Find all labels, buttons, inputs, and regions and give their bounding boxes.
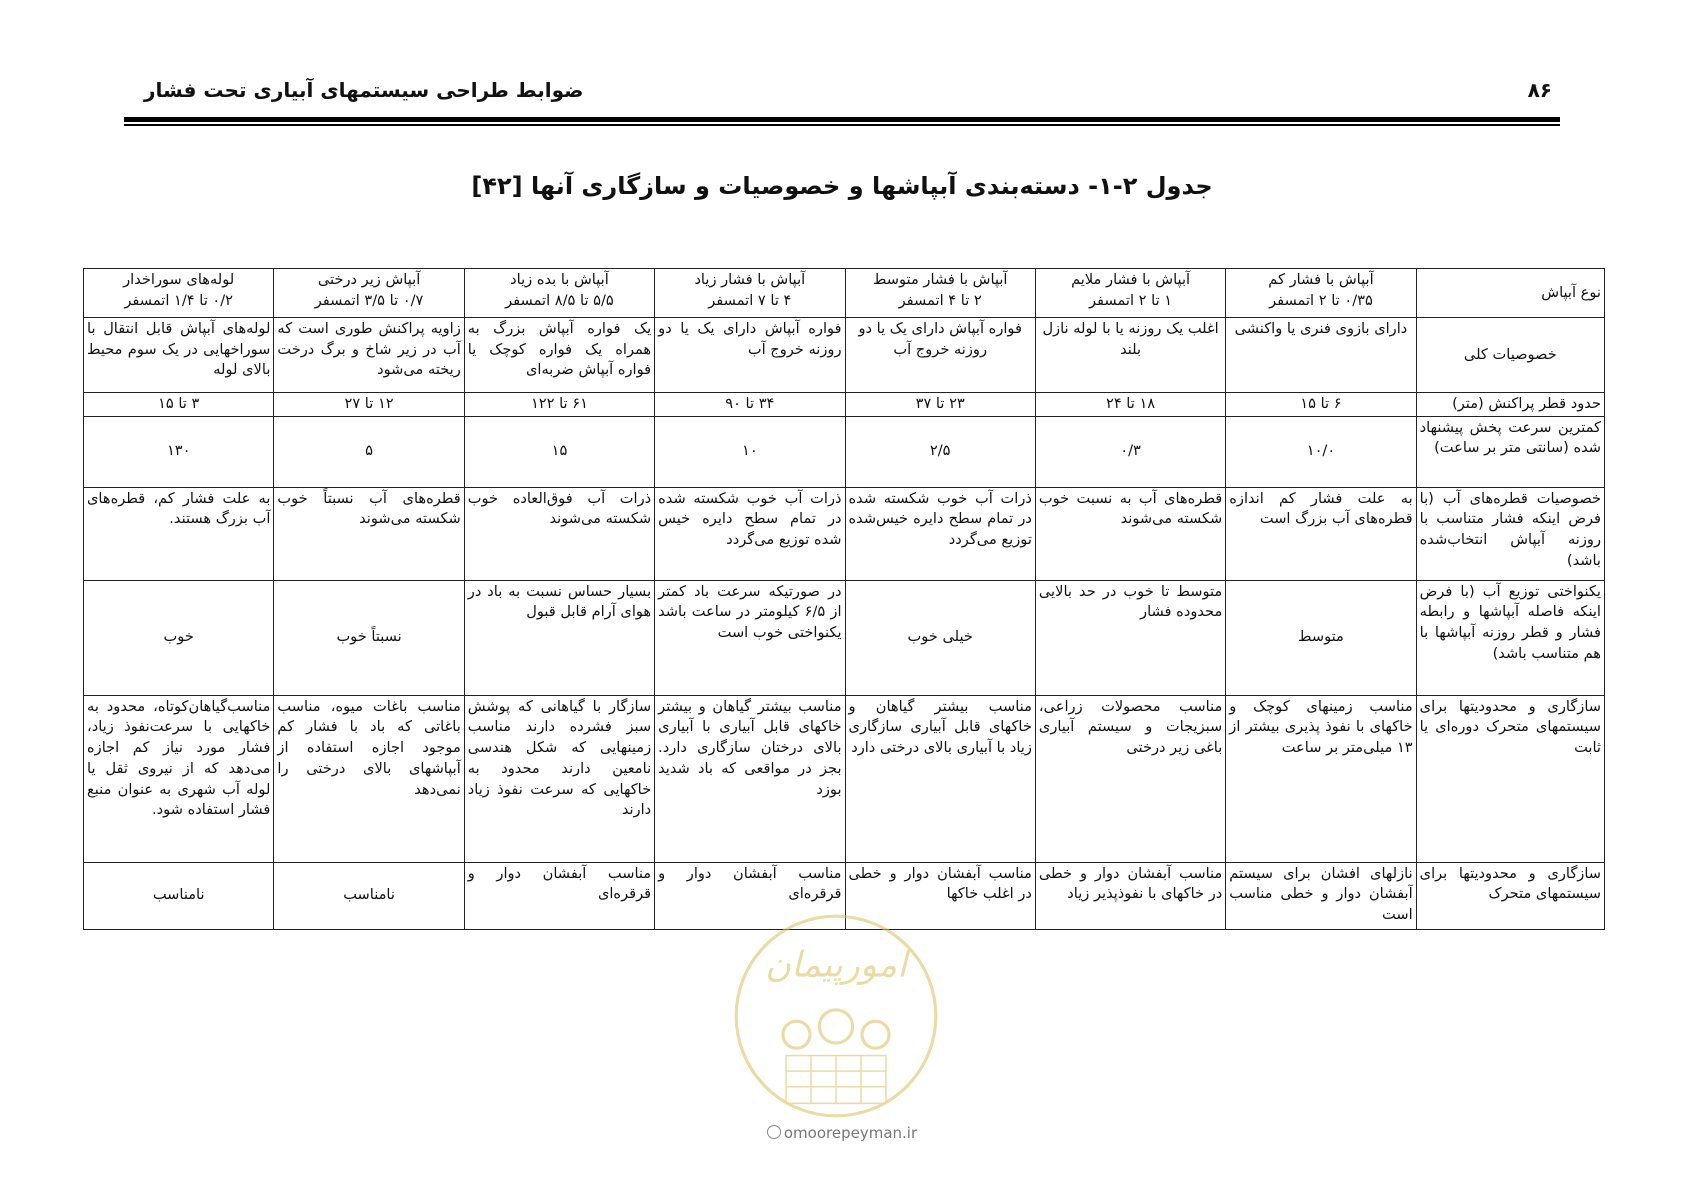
row-label-uniform: یکنواختی توزیع آب (با فرض اینکه فاصله آبپاشها و رابطه فشار و قطر روزنه آبپاشها با هم متناسب باشد) [1416, 580, 1604, 695]
sprinkler-classification-table [83, 268, 1605, 930]
table-cell: ۲/۵ [845, 416, 1035, 487]
row-label-speed: کمترین سرعت پخش پیشنهاد شده (سانتی متر بر ساعت) [1416, 416, 1604, 487]
row-label-general: خصوصیات کلی [1416, 318, 1604, 393]
table-cell: فواره آبپاش دارای یک یا دو روزنه خروج آب [845, 318, 1035, 393]
column-header: آبپاش با بده زیاد ۵/۵ تا ۸/۵ اتمسفر [464, 269, 654, 318]
table-row [84, 580, 1605, 695]
table-cell: قطره‌های آب نسبتاً خوب شکسته می‌شوند [274, 487, 464, 580]
row-label-type: نوع آبپاش [1416, 269, 1604, 318]
table-cell: لوله‌های آبپاش قابل انتقال با سوراخهایی در یک سوم محیط بالای لوله [84, 318, 274, 393]
table-cell: ذرات آب خوب شکسته شده در تمام سطح دایره خیس شده توزیع می‌گردد [655, 487, 845, 580]
table-cell: قطره‌های آب به نسبت خوب شکسته می‌شوند [1035, 487, 1225, 580]
table-cell: مناسب بیشتر گیاهان و خاکهای قابل آبیاری سازگاری زیاد با آبیاری بالای درختی دارد [845, 695, 1035, 862]
grid-icon [786, 1056, 886, 1104]
table-cell: مناسب آبفشان دوار و خطی در خاکهای با نفوذپذیر زیاد [1035, 862, 1225, 929]
table-cell: ۱۰/۰ [1226, 416, 1416, 487]
column-header: آبپاش با فشار ملایم ۱ تا ۲ اتمسفر [1035, 269, 1225, 318]
table-cell: در صورتیکه سرعت باد کمتر از ۶/۵ کیلومتر در ساعت باشد یکنواختی خوب است [655, 580, 845, 695]
table-cell: مناسب بیشتر گیاهان و بیشتر خاکهای قابل آبیاری با آبیاری بالای درختان سازگاری دارد. بجز در مواقعی که باد شدید بوزد [655, 695, 845, 862]
table-cell: متوسط تا خوب در حد بالایی محدوده فشار [1035, 580, 1225, 695]
table-cell: زاویه پراکنش طوری است که آب در زیر شاخ و برگ درخت ریخته می‌شود [274, 318, 464, 393]
column-header: آبپاش با فشار کم ۰/۳۵ تا ۲ اتمسفر [1226, 269, 1416, 318]
row-label-range: حدود قطر پراکنش (متر) [1416, 393, 1604, 417]
table-cell: نامناسب [274, 862, 464, 929]
table-cell: ۳۴ تا ۹۰ [655, 393, 845, 417]
table-cell: ۳ تا ۱۵ [84, 393, 274, 417]
table-cell: ۱۸ تا ۲۴ [1035, 393, 1225, 417]
table-cell: مناسب محصولات زراعی، سبزیجات و سیستم آبیاری باغی زیر درختی [1035, 695, 1225, 862]
column-header: آبپاش با فشار متوسط ۲ تا ۴ اتمسفر [845, 269, 1035, 318]
table-cell: ۱۵ [464, 416, 654, 487]
page-number: ۸۶ [1527, 78, 1552, 102]
table-cell: به علت فشار کم، قطره‌های آب بزرگ هستند. [84, 487, 274, 580]
watermark-text: امورپیمان [765, 944, 907, 986]
table-cell: مناسب‌گیاهان‌کوتاه، محدود به خاکهایی با سرعت‌نفوذ زیاد، فشار مورد نیاز کم اجازه می‌دهد که از نیروی ثقل یا لوله آب شهری به عنوان منبع فشار استفاده شود. [84, 695, 274, 862]
table-row [84, 695, 1605, 862]
column-header: آبپاش با فشار زیاد ۴ تا ۷ اتمسفر [655, 269, 845, 318]
table-cell: ۰/۳ [1035, 416, 1225, 487]
table-cell: ذرات آب فوق‌العاده خوب شکسته می‌شوند [464, 487, 654, 580]
table-cell: خیلی خوب [845, 580, 1035, 695]
table-caption: جدول ۲-۱- دسته‌بندی آبپاشها و خصوصیات و سازگاری آنها [۴۲] [471, 172, 1213, 200]
column-header: آبپاش زیر درختی ۰/۷ تا ۳/۵ اتمسفر [274, 269, 464, 318]
table-cell: خوب [84, 580, 274, 695]
table-row [84, 318, 1605, 393]
header-rule [124, 117, 1560, 126]
table-cell: مناسب آبفشان دوار و قرقره‌ای [464, 862, 654, 929]
table-cell: متوسط [1226, 580, 1416, 695]
table-cell: ۱۲ تا ۲۷ [274, 393, 464, 417]
table-cell: ۵ [274, 416, 464, 487]
table-cell: نازلهای افشان برای سیستم آبفشان دوار و خطی مناسب است [1226, 862, 1416, 929]
running-title: ضوابط طراحی سیستمهای آبیاری تحت فشار [144, 78, 584, 102]
table-cell: ۲۳ تا ۳۷ [845, 393, 1035, 417]
table-cell: ذرات آب خوب شکسته شده در تمام سطح دایره خیس‌شده توزیع می‌گردد [845, 487, 1035, 580]
table-cell: نامناسب [84, 862, 274, 929]
table-cell: نسبتاً خوب [274, 580, 464, 695]
table-cell: مناسب باغات میوه، مناسب باغاتی که باد با فشار کم موجود اجازه استفاده از آبپاشهای بالای درختی را نمی‌دهد [274, 695, 464, 862]
table-cell: یک فواره آبپاش بزرگ به همراه یک فواره کوچک یا فواره آبپاش ضربه‌ای [464, 318, 654, 393]
table-cell: مناسب آبفشان دوار و خطی در اغلب خاکها [845, 862, 1035, 929]
table-cell: ۱۰ [655, 416, 845, 487]
row-label-compat: سازگاری و محدودیتها برای سیستمهای متحرک دوره‌ای یا ثابت [1416, 695, 1604, 862]
table-cell: ۶۱ تا ۱۲۲ [464, 393, 654, 417]
table-row [84, 393, 1605, 417]
table-row [84, 487, 1605, 580]
row-label-drop: خصوصیات قطره‌های آب (با فرض اینکه فشار متناسب با روزنه آبپاش انتخاب‌شده باشد) [1416, 487, 1604, 580]
column-header: لوله‌های سوراخدار ۰/۲ تا ۱/۴ اتمسفر [84, 269, 274, 318]
page-header [124, 74, 1560, 104]
table-cell: سازگار با گیاهانی که پوشش سبز فشرده دارند مناسب زمینهایی که شکل هندسی نامعین دارند محدود به خاکهایی که سرعت نفوذ زیاد دارند [464, 695, 654, 862]
table-cell: فواره آبپاش دارای یک یا دو روزنه خروج آب [655, 318, 845, 393]
table-cell: ۱۳۰ [84, 416, 274, 487]
table-cell: ۶ تا ۱۵ [1226, 393, 1416, 417]
gear-icon [783, 1010, 889, 1048]
table-cell: مناسب زمینهای کوچک و خاکهای با نفوذ پذیری بیشتر از ۱۳ میلی‌متر بر ساعت [1226, 695, 1416, 862]
site-url[interactable]: omoorepeyman.ir [0, 1124, 1684, 1142]
watermark-logo [732, 912, 940, 1120]
table-cell: دارای بازوی فنری یا واکنشی [1226, 318, 1416, 393]
row-label-mobile: سازگاری و محدودیتها برای سیستمهای متحرک [1416, 862, 1604, 929]
table-cell: اغلب یک روزنه یا با لوله نازل بلند [1035, 318, 1225, 393]
globe-icon [767, 1125, 781, 1139]
table-cell: به علت فشار کم اندازه قطره‌های آب بزرگ است [1226, 487, 1416, 580]
table-row [84, 416, 1605, 487]
table-cell: بسیار حساس نسبت به باد در هوای آرام قابل قبول [464, 580, 654, 695]
table-cell: مناسب آبفشان دوار و قرقره‌ای [655, 862, 845, 929]
table-row [84, 269, 1605, 318]
